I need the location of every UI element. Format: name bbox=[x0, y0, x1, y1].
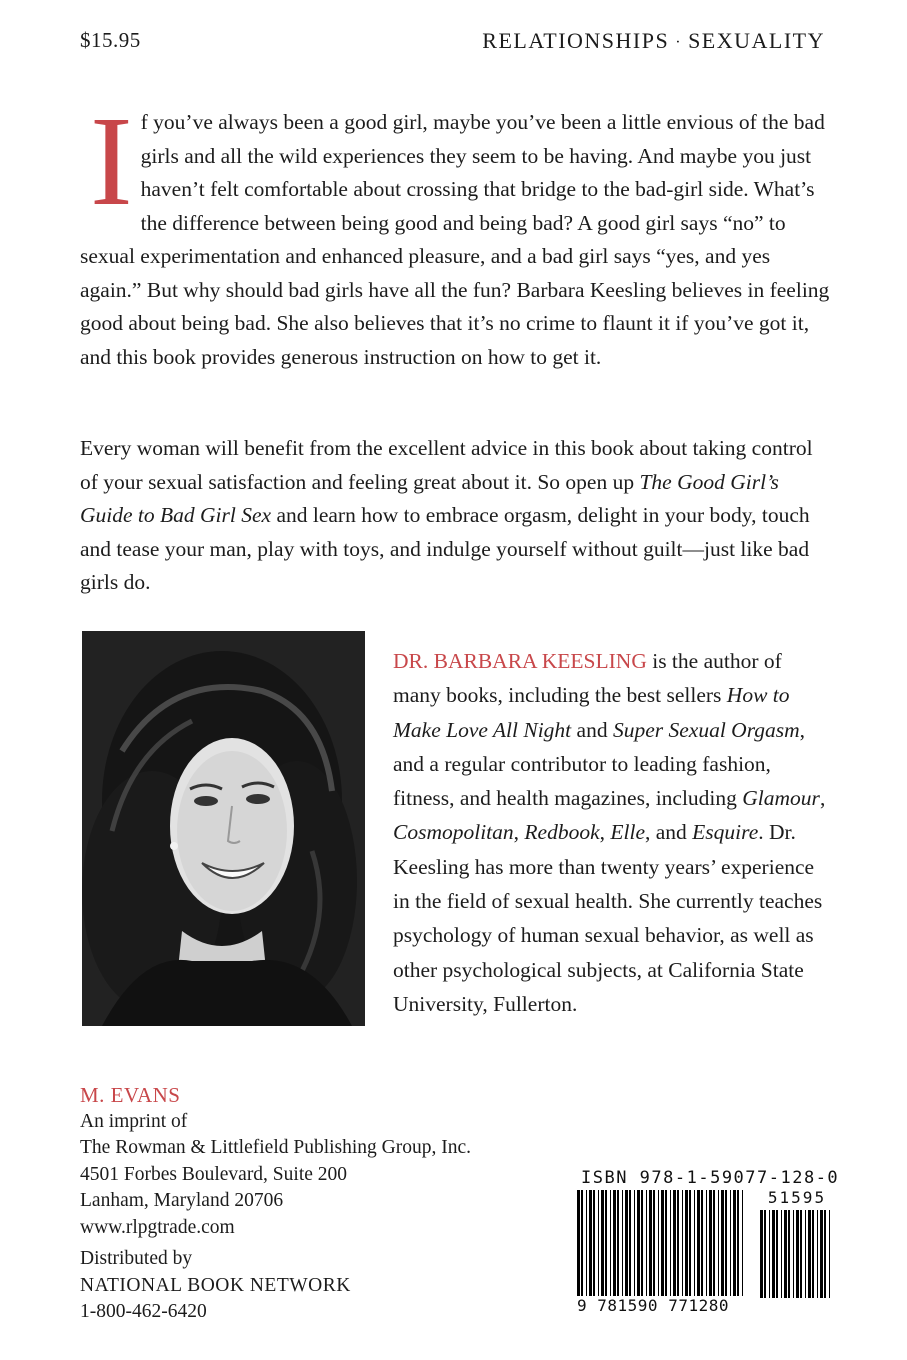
magazine-redbook: Redbook bbox=[524, 820, 600, 845]
author-portrait-illustration bbox=[82, 631, 365, 1026]
barcode-bar bbox=[593, 1190, 595, 1298]
barcode-bar bbox=[709, 1190, 712, 1298]
publisher-group: The Rowman & Littlefield Publishing Group, Inc. bbox=[80, 1137, 472, 1158]
barcode-bar bbox=[665, 1190, 667, 1298]
barcode-bar bbox=[800, 1210, 802, 1298]
barcode-bar bbox=[829, 1210, 830, 1298]
barcode-bar bbox=[701, 1190, 703, 1298]
barcode-bar bbox=[808, 1210, 811, 1298]
book-title-2: Super Sexual Orgasm bbox=[612, 717, 800, 742]
barcode-bar bbox=[641, 1190, 643, 1298]
barcode-bar bbox=[622, 1190, 623, 1298]
barcode-bar bbox=[725, 1190, 727, 1298]
barcode-bar bbox=[629, 1190, 631, 1298]
barcode-bar bbox=[677, 1190, 679, 1298]
book-title: The Good Girl’s Guide to Bad Girl Sex bbox=[80, 469, 779, 527]
barcode-bar bbox=[610, 1190, 611, 1298]
publisher-website[interactable]: www.rlpgtrade.com bbox=[80, 1216, 235, 1238]
barcode-bar bbox=[577, 1190, 580, 1298]
magazine-separator-2: , bbox=[513, 820, 525, 845]
author-bio bbox=[393, 644, 833, 1021]
barcode-bar bbox=[601, 1190, 604, 1298]
blurb-paragraph-2-end: and learn how to embrace orgasm, delight in your body, touch and tease your man, play with toys, and indulge yourself without guilt—just like bad girls do. bbox=[80, 503, 810, 594]
distributed-by-label: Distributed by bbox=[80, 1248, 193, 1269]
barcode-bar bbox=[706, 1190, 707, 1298]
barcode-bar bbox=[805, 1210, 806, 1298]
barcode-bar bbox=[824, 1210, 826, 1298]
barcode-bar bbox=[637, 1190, 640, 1298]
blurb-paragraph-1-text: f you’ve always been a good girl, maybe you’ve been a little envious of the bad girls and all the wild experiences they seem to be having. And maybe you just haven’t felt comfortable about crossing that bridge to the bad-girl side. What’s the difference between being good and being bad? A good girl says “no” to sexual experimentation and enhanced pleasure, and a bad girl says “yes, and yes again.” But why should bad girls have all the fun? Barbara Keesling believes in feeling good about being bad. She also believes that it’s no crime to flaunt it if you’ve got it, and this book provides generous instruction on how to get it. bbox=[80, 110, 830, 369]
barcode-bar bbox=[617, 1190, 619, 1298]
barcode-bar bbox=[784, 1210, 787, 1298]
barcode-bar bbox=[697, 1190, 700, 1298]
barcode-bar bbox=[682, 1190, 683, 1298]
barcode-bar bbox=[581, 1190, 583, 1298]
category-separator: · bbox=[675, 33, 683, 51]
magazine-separator-3: , bbox=[599, 820, 611, 845]
barcode-bar bbox=[742, 1190, 743, 1298]
price: $15.95 bbox=[80, 28, 141, 52]
barcode-bar bbox=[769, 1210, 770, 1298]
blurb-paragraph-2-start: Every woman will benefit from the excellent advice in this book about taking control of your sexual satisfaction and feeling great about it. So open up bbox=[80, 436, 813, 494]
barcode-bar bbox=[760, 1210, 763, 1298]
barcode-bar bbox=[673, 1190, 676, 1298]
barcode-bar bbox=[796, 1210, 799, 1298]
barcode-bar bbox=[689, 1190, 691, 1298]
book-title-1: How to Make Love All Night bbox=[393, 683, 790, 742]
barcode-bar bbox=[733, 1190, 736, 1298]
author-bio-text-2: , and a regular contributor to leading fashion, fitness, and health magazines, including bbox=[393, 717, 806, 811]
barcode-bar bbox=[586, 1190, 587, 1298]
barcode-bar bbox=[820, 1210, 823, 1298]
author-bio-and: and bbox=[571, 717, 613, 742]
barcode-main bbox=[577, 1190, 747, 1298]
publisher-info bbox=[80, 1082, 550, 1241]
drop-cap: I bbox=[90, 90, 133, 232]
author-bio-text-1: is the author of many books, including the best sellers bbox=[393, 649, 782, 708]
barcode-bar bbox=[694, 1190, 695, 1298]
author-name: DR. BARBARA KEESLING bbox=[393, 649, 647, 673]
barcode-bar bbox=[764, 1210, 766, 1298]
barcode-bar bbox=[730, 1190, 731, 1298]
barcode-bar bbox=[661, 1190, 664, 1298]
barcode-bar bbox=[772, 1210, 775, 1298]
author-photo bbox=[82, 631, 365, 1026]
barcode-bar bbox=[625, 1190, 628, 1298]
barcode-bar bbox=[634, 1190, 635, 1298]
magazine-esquire: Esquire bbox=[692, 820, 759, 845]
barcode-bar bbox=[781, 1210, 782, 1298]
publisher-address-2: Lanham, Maryland 20706 bbox=[80, 1190, 284, 1211]
magazine-separator-1: , bbox=[819, 786, 826, 811]
barcode-bar bbox=[685, 1190, 688, 1298]
publisher-address-1: 4501 Forbes Boulevard, Suite 200 bbox=[80, 1163, 348, 1185]
barcode-addon-digits: 51595 bbox=[767, 1188, 827, 1207]
magazine-elle: Elle bbox=[610, 820, 645, 845]
category-label bbox=[482, 28, 825, 54]
publisher-imprint: An imprint of bbox=[80, 1110, 188, 1132]
magazine-glamour: Glamour bbox=[742, 786, 820, 811]
barcode-bar bbox=[605, 1190, 607, 1298]
distributor-info bbox=[80, 1246, 550, 1326]
barcode-bar bbox=[776, 1210, 778, 1298]
barcode-bar bbox=[718, 1190, 719, 1298]
barcode-bar bbox=[793, 1210, 794, 1298]
blurb-paragraph-2 bbox=[80, 432, 830, 600]
barcode-bar bbox=[812, 1210, 814, 1298]
barcode-bar bbox=[670, 1190, 671, 1298]
isbn-label: ISBN 978-1-59077-128-0 bbox=[581, 1168, 840, 1188]
barcode-bar bbox=[589, 1190, 592, 1298]
barcode-bar bbox=[817, 1210, 818, 1298]
barcode-digits: 9 781590 771280 bbox=[577, 1296, 747, 1315]
magazine-separator-4: , and bbox=[645, 820, 693, 845]
barcode-bar bbox=[737, 1190, 739, 1298]
barcode-bar bbox=[613, 1190, 616, 1298]
distributor-name: NATIONAL BOOK NETWORK bbox=[80, 1274, 351, 1296]
barcode-bar bbox=[649, 1190, 652, 1298]
category-sexuality: SEXUALITY bbox=[688, 28, 825, 53]
barcode-bar bbox=[598, 1190, 599, 1298]
blurb-paragraph-1 bbox=[80, 90, 830, 374]
distributor-phone: 1-800-462-6420 bbox=[80, 1301, 207, 1322]
barcode-bar bbox=[721, 1190, 724, 1298]
barcode-bar bbox=[653, 1190, 655, 1298]
barcode-bar bbox=[788, 1210, 790, 1298]
category-relationships: RELATIONSHIPS bbox=[482, 28, 670, 53]
publisher-name: M. EVANS bbox=[80, 1083, 181, 1107]
author-bio-text-3: . Dr. Keesling has more than twenty years’ experience in the field of sexual health. She currently teaches psychology of human sexual behavior, as well as other psychological subjects, at California State University, Fullerton. bbox=[393, 820, 823, 1016]
barcode-bar bbox=[658, 1190, 659, 1298]
barcode-addon bbox=[760, 1210, 834, 1298]
barcode-bar bbox=[646, 1190, 647, 1298]
barcode-bar bbox=[713, 1190, 715, 1298]
magazine-cosmopolitan: Cosmopolitan bbox=[393, 820, 514, 845]
